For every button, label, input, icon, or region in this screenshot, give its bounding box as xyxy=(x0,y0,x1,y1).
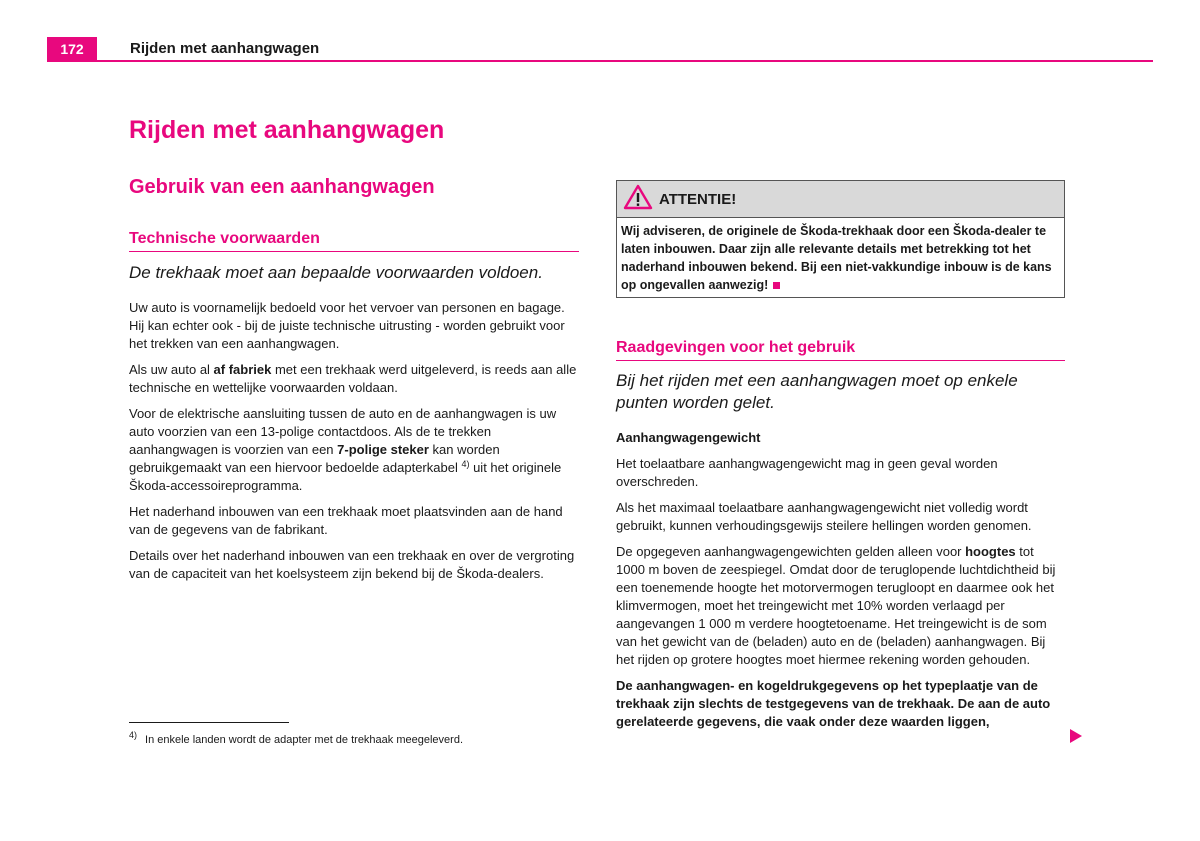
aanhangwagengewicht-subheading: Aanhangwagengewicht xyxy=(616,430,761,445)
running-title: Rijden met aanhangwagen xyxy=(130,40,320,57)
continue-arrow-icon xyxy=(1069,728,1083,749)
technische-voorwaarden-heading: Technische voorwaarden xyxy=(129,230,579,252)
right-paragraph-3: De opgegeven aanhangwagengewichten gelden alleen voor hoogtes tot 1000 m boven de zeespiegel. Omdat door de teruglopende luchtdichtheid bij een toenemende hoogte het motorvermogen terugloopt en daarmee ook het klimvermogen, moet het treingewicht met 10% worden verlaagd per aangevangen 1 000 m verdere hoogtetoename. Het treingewicht is de som van het gewicht van de (beladen) auto en de (beladen) aanhangwagen. Bij het rijden op grotere hoogtes moet hiermee rekening worden gehouden. xyxy=(616,544,1056,667)
footnote-rule xyxy=(129,722,289,723)
footnote-text: In enkele landen wordt de adapter met de trekhaak meegeleverd. xyxy=(145,734,463,746)
warning-header xyxy=(617,181,1064,218)
warning-label: ATTENTIE! xyxy=(659,190,737,208)
left-intro: De trekhaak moet aan bepaalde voorwaarden voldoen. xyxy=(129,263,543,282)
warning-triangle-icon xyxy=(623,184,653,215)
left-paragraph-1: Uw auto is voornamelijk bedoeld voor het vervoer van personen en bagage. Hij kan echter ook - bij de juiste technische uitrusting - worden gebruikt voor het trekken van een aanhangwagen. xyxy=(129,300,565,351)
header-rule xyxy=(47,60,1153,62)
left-body xyxy=(129,299,579,591)
warning-body xyxy=(617,218,1064,297)
left-paragraph-2: Als uw auto al af fabriek met een trekhaak werd uitgeleverd, is reeds aan alle technische en wettelijke voorwaarden voldaan. xyxy=(129,362,577,395)
section-title: Gebruik van een aanhangwagen xyxy=(129,176,435,198)
right-paragraph-1: Het toelaatbare aanhangwagengewicht mag in geen geval worden overschreden. xyxy=(616,456,998,489)
raadgevingen-heading: Raadgevingen voor het gebruik xyxy=(616,339,1065,361)
right-paragraph-2: Als het maximaal toelaatbare aanhangwagengewicht niet volledig wordt gebruikt, kunnen verhoudingsgewijs steilere hellingen worden genomen. xyxy=(616,500,1032,533)
end-square-icon xyxy=(773,282,780,289)
right-body xyxy=(616,429,1065,739)
right-intro: Bij het rijden met een aanhangwagen moet op enkele punten worden gelet. xyxy=(616,371,1018,412)
chapter-title: Rijden met aanhangwagen xyxy=(129,116,445,144)
footnote xyxy=(129,730,463,746)
warning-text: Wij adviseren, de originele de Škoda-trekhaak door een Škoda-dealer te laten inbouwen. Daar zijn alle relevante details met betrekking tot het naderhand inbouwen bekend. Bij een niet-vakkundige inbouw is de kans op ongevallen aanwezig! xyxy=(621,224,1052,292)
footnote-ref: 4) xyxy=(461,459,470,469)
left-paragraph-3: Voor de elektrische aansluiting tussen de auto en de aanhangwagen is uw auto voorzien van een 13-polige contactdoos. Als de te trekken aanhangwagen is voorzien van een 7-polige steker kan worden gebruikgemaakt van een hiervoor bedoelde adapterkabel $^{4)}$ uit het originele Škoda-accessoireprogramma. xyxy=(129,406,562,493)
page-number: 172 xyxy=(47,37,97,61)
warning-box xyxy=(616,180,1065,298)
left-paragraph-5: Details over het naderhand inbouwen van een trekhaak en over de vergroting van de capaciteit van het koelsysteem zijn bekend bij de Škoda-dealers. xyxy=(129,548,575,581)
right-paragraph-4: De aanhangwagen- en kogeldrukgegevens op het typeplaatje van de trekhaak zijn slechts de testgegevens van de trekhaak. De aan de auto gerelateerde gegevens, die vaak onder deze waarden liggen, xyxy=(616,678,1051,729)
footnote-mark: 4) xyxy=(129,730,138,740)
left-paragraph-4: Het naderhand inbouwen van een trekhaak moet plaatsvinden aan de hand van de gegevens van de fabrikant. xyxy=(129,504,563,537)
